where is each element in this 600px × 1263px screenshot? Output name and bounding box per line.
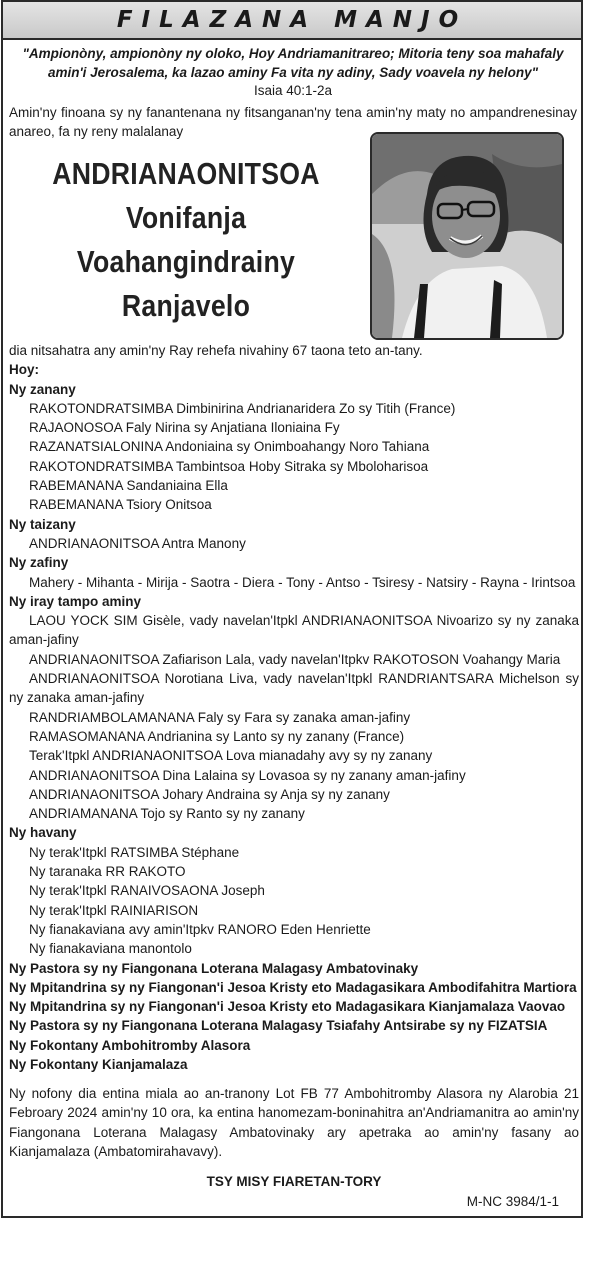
- list-item: ANDRIAMANANA Tojo sy Ranto sy ny zanany: [29, 806, 305, 822]
- list-item: ANDRIANAONITSOA Dina Lalaina sy Lovasoa sy ny zanany aman-jafiny: [29, 767, 466, 783]
- list-item: RABEMANANA Sandaniaina Ella: [29, 478, 228, 494]
- list-item: Ny fianakaviana manontolo: [29, 941, 192, 957]
- list-item: Mahery - Mihanta - Mirija - Saotra - Diera - Tony - Antso - Tsiresy - Natsiry - Rayna - Irintsoa: [29, 574, 576, 590]
- bible-reference: Isaia 40:1-2a: [253, 83, 333, 98]
- list-item: LAOU YOCK SIM Gisèle, vady navelan'Itpkl ANDRIANAONITSOA Nivoarizo sy ny zanaka aman-jafiny: [9, 613, 579, 648]
- section-heading-taizany: Ny taizany: [9, 516, 76, 532]
- section-heading-iray-tampo: Ny iray tampo aminy: [9, 593, 142, 609]
- list-item: RAKOTONDRATSIMBA Tambintsoa Hoby Sitraka sy Mboloharisoa: [29, 458, 429, 474]
- organization-line: Ny Fokontany Kianjamalaza: [9, 1056, 188, 1072]
- list-item: RAKOTONDRATSIMBA Dimbinirina Andrianaridera Zo sy Titih (France): [29, 400, 456, 416]
- list-item: ANDRIANAONITSOA Norotiana Liva, vady navelan'Itpkl RANDRIANTSARA Michelson sy ny zanaka aman-jafiny: [9, 671, 579, 706]
- name-line: Vonifanja: [125, 200, 247, 235]
- list-item: Ny terak'Itpkl RATSIMBA Stéphane: [29, 844, 240, 860]
- list-item: RAZANATSIALONINA Andoniaina sy Onimboahangy Noro Tahiana: [29, 439, 430, 455]
- organization-line: Ny Fokontany Ambohitromby Alasora: [9, 1037, 251, 1053]
- deceased-name: [21, 152, 351, 328]
- reference-code: M-NC 3984/1-1: [466, 1194, 559, 1209]
- list-item: RANDRIAMBOLAMANANA Faly sy Fara sy zanaka aman-jafiny: [29, 709, 411, 725]
- list-item: Ny terak'Itpkl RAINIARISON: [29, 902, 199, 918]
- list-item: ANDRIANAONITSOA Johary Andraina sy Anja sy ny zanany: [29, 786, 390, 802]
- hoy-label: Hoy:: [9, 362, 39, 378]
- section-heading-zafiny: Ny zafiny: [9, 555, 69, 571]
- notice-body: [9, 341, 579, 1074]
- header-banner: [3, 2, 581, 40]
- list-item: RAJAONOSOA Faly Nirina sy Anjatiana Iloniaina Fy: [29, 420, 340, 436]
- deceased-photo: [370, 132, 564, 340]
- list-item: RAMASOMANANA Andrianina sy Lanto sy ny zanany (France): [29, 728, 405, 744]
- name-line: Voahangindrainy: [76, 244, 296, 279]
- name-line: Ranjavelo: [121, 288, 251, 323]
- list-item: RABEMANANA Tsiory Onitsoa: [29, 497, 212, 513]
- bible-quote: "Ampionòny, ampionòny ny oloko, Hoy Andriamanitrareo; Mitoria teny soa mahafaly amin'i Jerosalema, ka lazao aminy Fa vita ny adiny, Sady voavela ny helony": [22, 46, 564, 80]
- list-item: Ny terak'Itpkl RANAIVOSAONA Joseph: [29, 883, 265, 899]
- organization-line: Ny Pastora sy ny Fiangonana Loterana Malagasy Ambatovinaky: [9, 960, 419, 976]
- notice-title: FILAZANA MANJO: [116, 7, 468, 33]
- list-item: Terak'Itpkl ANDRIANAONITSOA Lova mianadahy avy sy ny zanany: [29, 748, 433, 764]
- list-item: ANDRIANAONITSOA Antra Manony: [29, 535, 246, 551]
- organization-line: Ny Mpitandrina sy ny Fiangonan'i Jesoa Kristy eto Madagasikara Kianjamalaza Vaovao: [9, 999, 566, 1015]
- list-item: Ny fianakaviana avy amin'Itpkv RANORO Eden Henriette: [29, 921, 371, 937]
- death-notice: dia nitsahatra any amin'ny Ray rehefa nivahiny 67 taona teto an-tany.: [9, 343, 423, 358]
- section-heading-havany: Ny havany: [9, 825, 77, 841]
- funeral-details: Ny nofony dia entina miala ao an-tranony Lot FB 77 Ambohitromby Alasora ny Alarobia 21 Febroary 2024 amin'ny 10 ora, ka entina hanomezam-boninahitra an'Andriamanitra ao amin'ny Fiangonana Loterana Malagasy Ambatovinaky ary apetraka ao amin'ny fasany ao Kianjamalaza (Ambatomirahavavy).: [9, 1086, 579, 1159]
- notice-frame: [1, 0, 583, 1218]
- name-line: ANDRIANAONITSOA: [52, 156, 320, 191]
- organization-line: Ny Mpitandrina sy ny Fiangonan'i Jesoa Kristy eto Madagasikara Ambodifahitra Martiora: [9, 979, 577, 995]
- closing-statement: TSY MISY FIARETAN-TORY: [206, 1174, 382, 1189]
- section-heading-zanany: Ny zanany: [9, 381, 76, 397]
- list-item: ANDRIANAONITSOA Zafiarison Lala, vady navelan'Itpkv RAKOTOSON Voahangy Maria: [29, 651, 561, 667]
- list-item: Ny taranaka RR RAKOTO: [29, 864, 186, 880]
- intro-paragraph: Amin'ny finoana sy ny fanantenana ny fitsanganan'ny tena amin'ny maty no ampandrenesinay anareo, fa ny reny malalanay: [9, 105, 577, 139]
- organization-line: Ny Pastora sy ny Fiangonana Loterana Malagasy Tsiafahy Antsirabe sy ny FIZATSIA: [9, 1018, 548, 1034]
